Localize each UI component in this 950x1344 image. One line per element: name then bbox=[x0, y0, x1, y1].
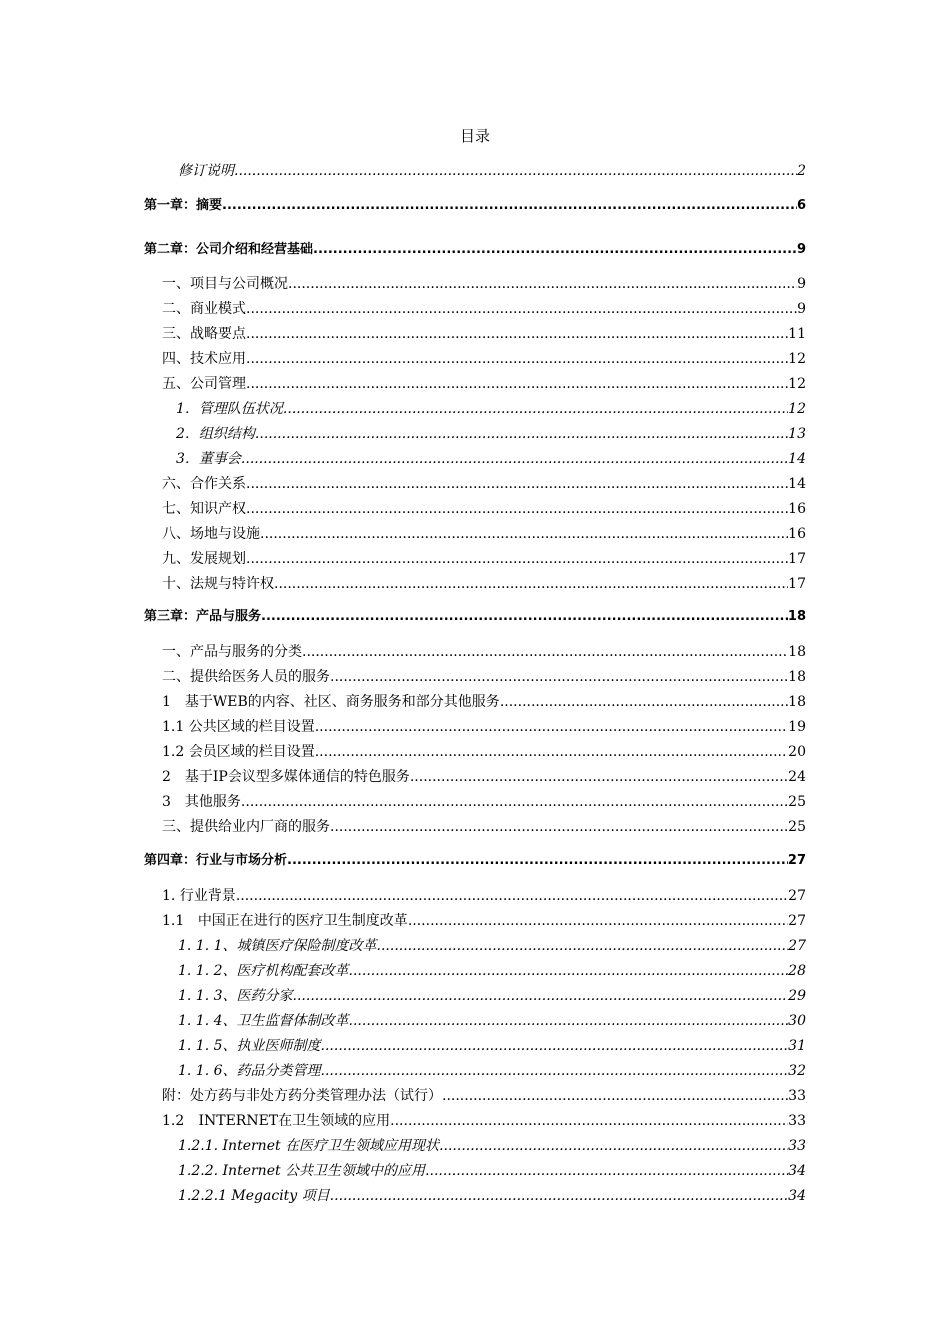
toc-entry[interactable]: 第四章：行业与市场分析 ..... 27 bbox=[144, 850, 806, 870]
toc-entry[interactable]: 1.2 INTERNET在卫生领域的应用 ..... 33 bbox=[162, 1110, 806, 1130]
toc-entry[interactable]: 二、提供给医务人员的服务 ..... 18 bbox=[162, 666, 806, 686]
toc-entry[interactable]: 2．组织结构 ..... 13 bbox=[176, 423, 806, 443]
toc-entry[interactable]: 1.2.2.1 Megacity 项目 ..... 34 bbox=[178, 1185, 806, 1205]
toc-entry[interactable]: 1．管理队伍状况 ..... 12 bbox=[176, 398, 806, 418]
toc-entry[interactable]: 附：处方药与非处方药分类管理办法（试行） ..... 33 bbox=[162, 1085, 806, 1105]
toc-entry[interactable]: 1. 1. 4、卫生监督体制改革 ..... 30 bbox=[178, 1010, 806, 1030]
toc-entry[interactable]: 四、技术应用 ..... 12 bbox=[162, 348, 806, 368]
toc-entry[interactable]: 1. 1. 1、城镇医疗保险制度改革 ..... 27 bbox=[178, 935, 806, 955]
toc-entry[interactable]: 3．董事会 ..... 14 bbox=[176, 448, 806, 468]
toc-entry[interactable]: 第一章：摘要 ..... 6 bbox=[144, 195, 806, 215]
toc-entry[interactable]: 七、知识产权 ..... 16 bbox=[162, 498, 806, 518]
toc-entry[interactable]: 1.2 会员区域的栏目设置 ..... 20 bbox=[162, 741, 806, 761]
toc-entry[interactable]: 第三章：产品与服务 ..... 18 bbox=[144, 606, 806, 626]
toc-entry[interactable]: 1.1 中国正在进行的医疗卫生制度改革 ..... 27 bbox=[162, 910, 806, 930]
toc-entry[interactable]: 修订说明 ..... 2 bbox=[178, 160, 806, 180]
toc-entry[interactable]: 1.1 公共区域的栏目设置 ..... 19 bbox=[162, 716, 806, 736]
toc-entry[interactable]: 八、场地与设施 ..... 16 bbox=[162, 523, 806, 543]
toc-entry[interactable]: 九、发展规划 ..... 17 bbox=[162, 548, 806, 568]
toc-entry[interactable]: 二、商业模式 ..... 9 bbox=[162, 298, 806, 318]
toc-entry[interactable]: 六、合作关系 ..... 14 bbox=[162, 473, 806, 493]
toc-entry[interactable]: 三、战略要点 ..... 11 bbox=[162, 323, 806, 343]
toc-entry[interactable]: 1 基于WEB的内容、社区、商务服务和部分其他服务 ..... 18 bbox=[162, 691, 806, 711]
toc-entry[interactable]: 3 其他服务 ..... 25 bbox=[162, 791, 806, 811]
toc-entry[interactable]: 1. 行业背景 ..... 27 bbox=[162, 885, 806, 905]
toc-entry[interactable]: 1. 1. 6、药品分类管理 ..... 32 bbox=[178, 1060, 806, 1080]
toc-entry[interactable]: 2 基于IP会议型多媒体通信的特色服务 ..... 24 bbox=[162, 766, 806, 786]
toc-entry[interactable]: 第二章：公司介绍和经营基础 ..... 9 bbox=[144, 239, 806, 259]
toc-entry[interactable]: 十、法规与特许权 ..... 17 bbox=[162, 573, 806, 593]
toc-entry[interactable]: 三、提供给业内厂商的服务 ..... 25 bbox=[162, 816, 806, 836]
toc-entry[interactable]: 1. 1. 5、执业医师制度 ..... 31 bbox=[178, 1035, 806, 1055]
toc-entry[interactable]: 一、项目与公司概况 ..... 9 bbox=[162, 273, 806, 293]
toc-entry[interactable]: 一、产品与服务的分类 ..... 18 bbox=[162, 641, 806, 661]
toc-title: 目录 bbox=[459, 127, 490, 145]
toc-entry[interactable]: 五、公司管理 ..... 12 bbox=[162, 373, 806, 393]
toc-entry[interactable]: 1.2.2. Internet 公共卫生领域中的应用 ..... 34 bbox=[178, 1160, 806, 1180]
toc-entry[interactable]: 1. 1. 3、医药分家 ..... 29 bbox=[178, 985, 806, 1005]
toc-entry[interactable]: 1. 1. 2、医疗机构配套改革 ..... 28 bbox=[178, 960, 806, 980]
toc-entry[interactable]: 1.2.1. Internet 在医疗卫生领域应用现状 ..... 33 bbox=[178, 1135, 806, 1155]
